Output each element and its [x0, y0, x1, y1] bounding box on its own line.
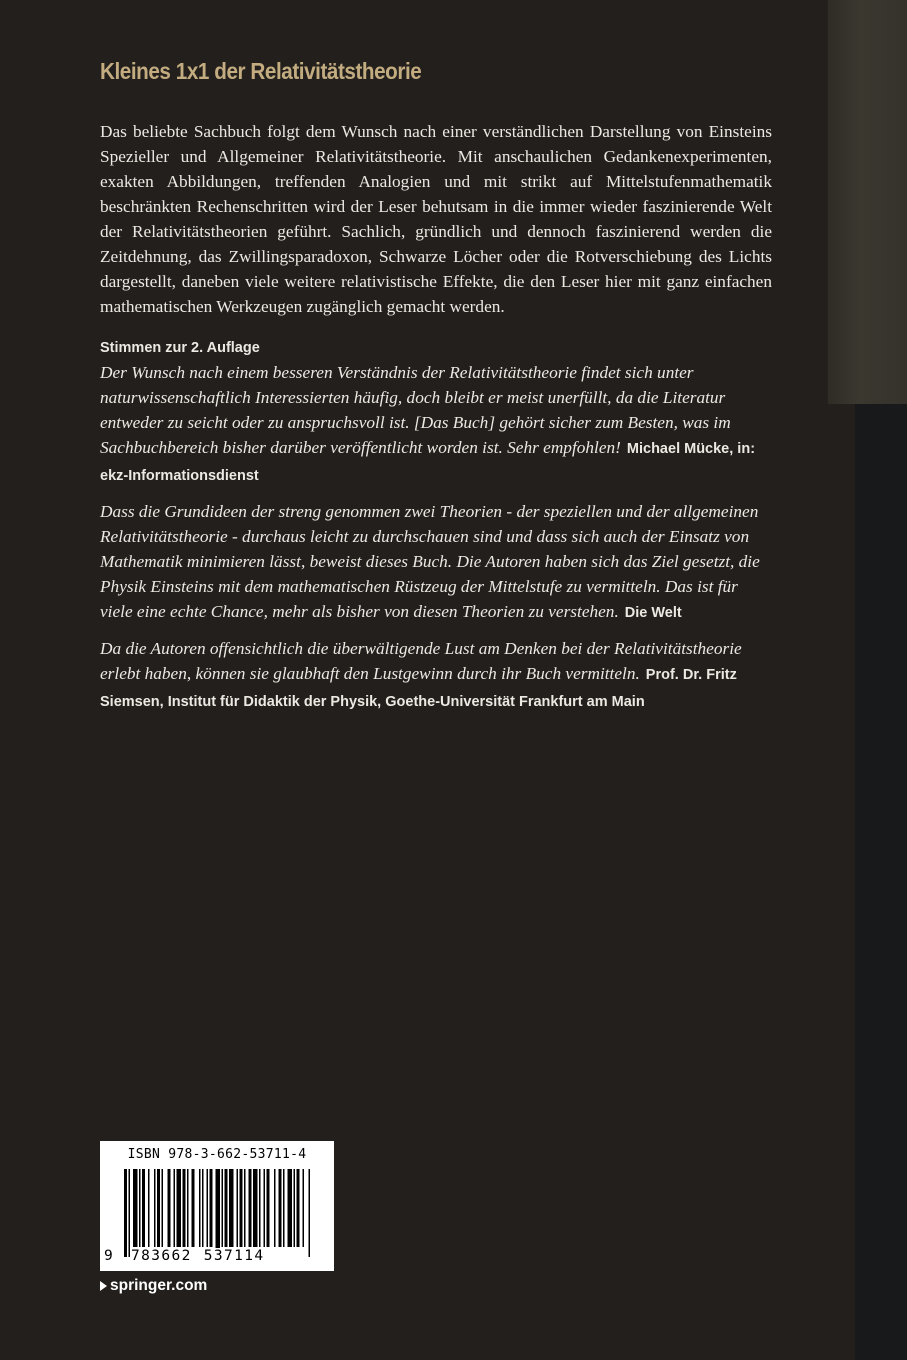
barcode-bar: [142, 1169, 145, 1247]
barcode-bar: [202, 1169, 204, 1247]
barcode-bar: [187, 1169, 189, 1247]
review-source: Michael Mücke, in: ekz-Informationsdienst: [100, 441, 756, 484]
barcode-bar: [210, 1169, 213, 1247]
barcode-bar: [274, 1169, 276, 1247]
barcode-bar: [148, 1169, 150, 1247]
barcode-left-group: 783662: [131, 1248, 192, 1264]
barcode-bar: [297, 1169, 300, 1247]
barcode-bar: [253, 1169, 258, 1247]
barcode-bar: [264, 1169, 266, 1247]
spine-edge-top: [828, 0, 907, 404]
barcode-bar: [240, 1169, 243, 1247]
barcode-bar: [229, 1169, 234, 1247]
isbn-barcode: [100, 1141, 334, 1271]
arrow-right-icon: [100, 1281, 107, 1291]
barcode-bar: [259, 1169, 261, 1247]
barcode-first-digit: 9: [104, 1248, 115, 1264]
review-text: Der Wunsch nach einem besseren Verständnis der Relativitätstheorie findet sich unter naturwissenschaftlich Interessierten häufig, doch bleibt er meist unerfüllt, da die Literatur entweder zu seicht oder zu anspruchsvoll ist. [Das Buch] gehört sicher zum Besten, was im Sachbuchbereich bisher darüber veröffentlicht worden ist. Sehr empfohlen!: [100, 363, 731, 457]
barcode-bar: [162, 1169, 164, 1247]
review-quote: [100, 636, 772, 715]
back-cover-text: [100, 58, 772, 725]
isbn-label: ISBN 978-3-662-53711-4: [127, 1147, 307, 1162]
review-quote: [100, 360, 772, 489]
barcode-bar: [192, 1169, 195, 1247]
springer-link[interactable]: [100, 1277, 207, 1295]
barcode-bar: [157, 1169, 160, 1247]
barcode-bar: [244, 1169, 246, 1247]
barcode-bar: [249, 1169, 252, 1247]
book-description: Das beliebte Sachbuch folgt dem Wunsch nach einer verständlichen Darstellung von Einsteins Spezieller und Allgemeiner Relativitätstheorie. Mit anschaulichen Gedankenexperimenten, exakten Abbildungen, treffenden Analogien und mit strikt auf Mittelstufenmathematik beschränkten Rechenschritten wird der Leser behutsam in die immer wieder faszinierende Welt der Relativitätstheorien geführt. Sachlich, gründlich und dennoch faszinierend werden die Zeitdehnung, das Zwillingsparadoxon, Schwarze Löcher oder die Rotverschiebung des Lichts dargestellt, daneben viele weitere relativistische Effekte, die den Leser hier mit ganz einfachen mathematischen Werkzeugen zugänglich gemacht werden.: [100, 122, 772, 316]
barcode-right-group: 537114: [203, 1248, 265, 1264]
reviews-heading: Stimmen zur 2. Auflage: [100, 340, 260, 356]
barcode-bar: [216, 1169, 221, 1257]
barcode-bar: [154, 1169, 156, 1247]
barcode-bar: [199, 1169, 201, 1247]
review-text: Da die Autoren offensichtlich die überwältigende Lust am Denken bei der Relativitätstheorie erlebt haben, können sie glaubhaft den Lustgewinn durch ihr Buch vermitteln.: [100, 639, 742, 683]
barcode-bar: [303, 1169, 305, 1247]
barcode-bar: [283, 1169, 285, 1247]
barcode-bar: [309, 1169, 311, 1257]
review-source: Prof. Dr. Fritz Siemsen, Institut für Didaktik der Physik, Goethe-Universität Frankfurt am Main: [100, 667, 737, 710]
barcode-digits: [104, 1248, 330, 1264]
review-text: Dass die Grundideen der streng genommen zwei Theorien - der speziellen und der allgemeinen Relativitätstheorie - durchaus leicht zu durchschauen sind und dass sich auch der Einsatz von Mathematik minimieren lässt, beweist dieses Buch. Die Autoren haben sich das Ziel gesetzt, die Physik Einsteins mit dem mathematischen Rüstzeug der Mittelstufe zu vermitteln. Das ist für viele eine echte Chance, mehr als bisher von diesen Theorien zu verstehen.: [100, 502, 760, 621]
barcode-bar: [222, 1169, 224, 1247]
barcode-bar: [183, 1169, 186, 1247]
spine-edge-bottom: [855, 404, 907, 1360]
springer-link-label: springer.com: [110, 1277, 208, 1294]
barcode-bar: [288, 1169, 293, 1247]
barcode-bar: [237, 1169, 239, 1247]
barcode-bar: [225, 1169, 228, 1247]
barcode-bar: [139, 1169, 141, 1247]
barcode-bar: [207, 1169, 209, 1247]
review-source: Die Welt: [624, 605, 682, 621]
barcode-bar: [177, 1169, 182, 1247]
barcode-bar: [279, 1169, 282, 1247]
barcode-bar: [168, 1169, 171, 1247]
barcode-bar: [267, 1169, 270, 1247]
barcode-bar: [124, 1169, 127, 1257]
barcode-bar: [129, 1169, 131, 1257]
barcode-bar: [174, 1169, 176, 1247]
review-quote: [100, 499, 772, 626]
barcode-bar: [294, 1169, 296, 1247]
book-title: Kleines 1x1 der Relativitätstheorie: [100, 58, 422, 84]
barcode-bar: [133, 1169, 138, 1247]
